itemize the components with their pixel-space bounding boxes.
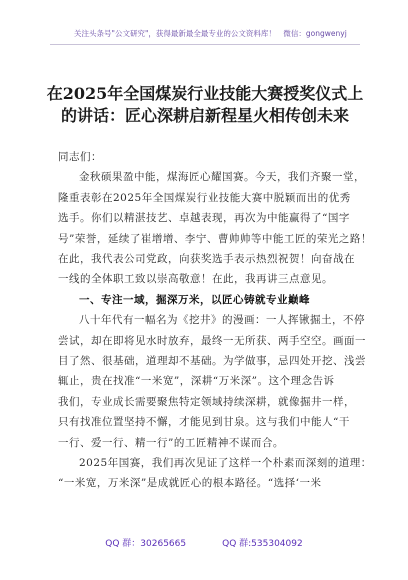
body-text-line: “一米宽，万米深”是成就匠心的根本路径。“选择‘一米: [58, 477, 322, 490]
footer-qq-group-1: QQ 群：30265665: [105, 539, 187, 549]
body-text-line: 隆重表彰在2025年全国煤炭行业技能大赛中脱颖而出的优秀: [58, 191, 351, 204]
body-text-line: 尝试，却在即将见水时放弃，最终一无所获、两手空空。画面一: [58, 334, 366, 347]
body-text-line: 2025年国赛，我们再次见证了这样一个朴素而深刻的道理：: [79, 457, 372, 469]
body-text-line: 八十年代有一幅名为《挖井》的漫画：一人挥锹掘土，不停: [79, 314, 365, 327]
page-footer: [0, 532, 408, 572]
footer-qq-group-2: QQ 群:535304092: [222, 539, 303, 549]
body-text-line: 同志们：: [58, 151, 102, 163]
body-text-line: 只有找准位置坚持不懈，才能见到甘泉。这与我们中能人“干: [58, 416, 350, 429]
body-text-line: 一线的全体职工致以崇高敬意！在此，我再讲三点意见。: [58, 273, 333, 286]
body-text-line: 一行、爱一行、精一行”的工匠精神不谋而合。: [58, 436, 284, 449]
body-text-line: 选手。你们以精湛技艺、卓越表现，再次为中能赢得了“国字: [58, 212, 350, 225]
title-line-2: 的讲话：匠心深耕启新程星火相传创未来: [60, 106, 349, 125]
page-header: [0, 0, 408, 64]
body-text-line: 金秋硕果盈中能，煤海匠心耀国赛。今天，我们齐聚一堂，: [79, 171, 365, 184]
footer-contact: [0, 536, 408, 549]
body-text-line: 辄止，贵在找准“一米宽”，深耕“万米深”。这个理念告诉: [58, 375, 335, 388]
body-text-line: 在此，我代表公司党政，向获奖选手表示热烈祝贺！向奋战在: [58, 253, 355, 265]
document-title: [40, 83, 370, 127]
header-divider: [50, 44, 360, 45]
body-text-line: 号”荣誉，延续了崔增增、李宁、曹帅帅等中能工匠的荣光之路！: [58, 232, 372, 245]
header-promo-text: 关注头条号"公文研究"，获得最新最全最专业的公文资料库！ 微信：gongwenyj: [74, 29, 347, 38]
body-text-line: 我们，专业成长需要聚焦特定领域持续深耕，就像掘井一样，: [58, 395, 355, 408]
section-heading: 一、专注一域，掘深万米，以匠心铸就专业巅峰: [79, 293, 310, 306]
body-text-line: 目了然、很基础，道理却不基础。为学做事，忌四处开挖、浅尝: [58, 355, 366, 367]
title-line-1: 在2025年全国煤炭行业技能大赛授奖仪式上: [46, 84, 364, 103]
